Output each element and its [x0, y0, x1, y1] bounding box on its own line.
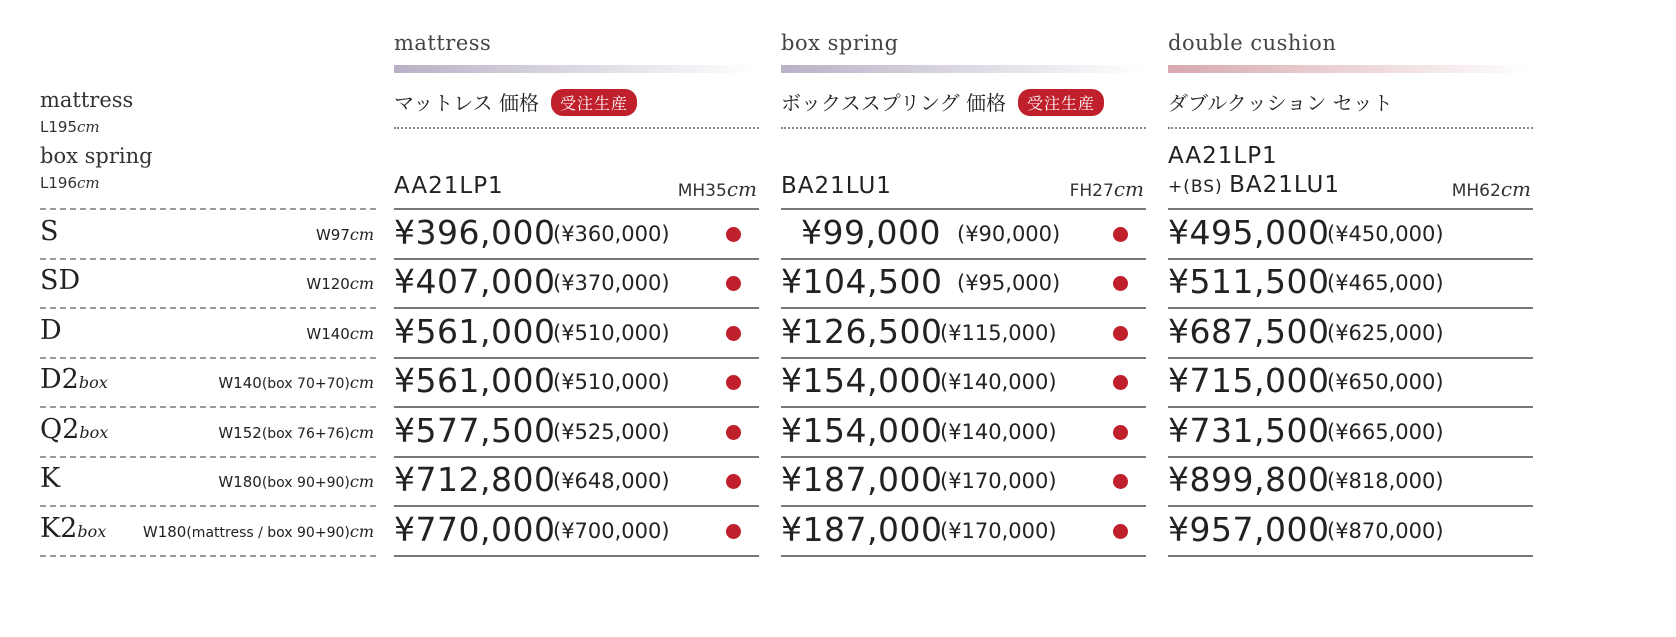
made-to-order-dot	[1113, 425, 1128, 440]
width-unit: cm	[349, 472, 374, 492]
price-tax-excl: (¥370,000)	[553, 271, 670, 296]
size-divider-dashed	[40, 357, 376, 359]
height-spec	[394, 177, 757, 201]
column-heading-bar	[1168, 65, 1533, 73]
size-width	[218, 423, 374, 442]
width-value: W180	[142, 522, 187, 541]
width-unit: cm	[349, 323, 374, 343]
made-to-order-badge: 受注生産	[1018, 89, 1104, 116]
row-separator	[1168, 406, 1533, 408]
made-to-order-dot	[726, 276, 741, 291]
column-heading-bar	[781, 65, 1146, 73]
size-label	[40, 364, 108, 395]
model-number-text: BA21LU1	[1229, 172, 1340, 198]
row-separator	[1168, 208, 1533, 210]
left-box-spring-length	[40, 174, 100, 192]
size-label	[40, 414, 108, 445]
row-separator	[394, 456, 759, 458]
made-to-order-dot	[1113, 326, 1128, 341]
price-tax-excl: (¥625,000)	[1327, 320, 1444, 345]
height-spec-unit: cm	[726, 177, 757, 201]
row-separator	[394, 307, 759, 309]
column-subtitle	[394, 87, 637, 118]
size-suffix: box	[78, 373, 108, 393]
size-code: D	[40, 314, 62, 346]
width-value: W140	[306, 324, 350, 343]
width-unit: cm	[349, 422, 374, 442]
width-note: (box 90+90)	[261, 475, 350, 492]
price-tax-incl: ¥99,000	[801, 212, 941, 252]
row-separator	[781, 406, 1146, 408]
size-width	[306, 324, 374, 343]
size-divider-dashed	[40, 505, 376, 507]
price-tax-excl: (¥360,000)	[553, 221, 670, 246]
size-code: D2	[40, 364, 79, 396]
made-to-order-dot	[1113, 227, 1128, 242]
size-divider-dashed	[40, 258, 376, 260]
column-divider-dotted	[1168, 127, 1533, 129]
price-tax-excl: (¥95,000)	[957, 271, 1061, 296]
made-to-order-badge: 受注生産	[551, 89, 637, 116]
width-note: (box 70+70)	[261, 376, 350, 393]
size-width	[316, 225, 374, 244]
made-to-order-dot	[726, 524, 741, 539]
height-spec-value: FH27	[1069, 181, 1114, 201]
price-tax-incl: ¥495,000	[1168, 212, 1330, 252]
column-heading: mattress	[394, 31, 492, 55]
row-separator	[1168, 555, 1533, 557]
made-to-order-dot	[1113, 524, 1128, 539]
width-value: W180	[218, 473, 262, 492]
price-tax-excl: (¥650,000)	[1327, 370, 1444, 395]
price-tax-incl: ¥577,500	[394, 410, 556, 450]
width-note: (box 76+76)	[261, 425, 350, 442]
row-separator	[781, 505, 1146, 507]
size-label	[40, 265, 80, 296]
column-divider-dotted	[394, 127, 759, 129]
price-tax-excl: (¥665,000)	[1327, 419, 1444, 444]
size-width	[306, 274, 374, 293]
row-separator	[1168, 357, 1533, 359]
size-code: K2	[40, 512, 78, 544]
width-value: W97	[315, 225, 350, 244]
price-tax-incl: ¥899,800	[1168, 460, 1330, 500]
price-tax-incl: ¥957,000	[1168, 509, 1330, 549]
price-tax-incl: ¥715,000	[1168, 361, 1330, 401]
size-divider-dashed	[40, 456, 376, 458]
size-divider-dashed	[40, 208, 376, 210]
made-to-order-dot	[726, 326, 741, 341]
width-unit: cm	[349, 274, 374, 294]
row-separator	[1168, 307, 1533, 309]
price-tax-incl: ¥104,500	[781, 262, 943, 302]
height-spec-unit: cm	[1500, 177, 1531, 201]
width-unit: cm	[349, 224, 374, 244]
row-separator	[781, 555, 1146, 557]
column-heading: box spring	[781, 31, 899, 55]
price-tax-excl: (¥818,000)	[1327, 469, 1444, 494]
column-divider-dotted	[781, 127, 1146, 129]
row-separator	[781, 456, 1146, 458]
price-tax-incl: ¥126,500	[781, 311, 943, 351]
price-tax-incl: ¥187,000	[781, 460, 943, 500]
size-width	[143, 522, 374, 541]
model-prefix: +(BS)	[1168, 177, 1230, 197]
price-tax-incl: ¥561,000	[394, 361, 556, 401]
made-to-order-dot	[726, 474, 741, 489]
price-tax-excl: (¥170,000)	[940, 518, 1057, 543]
column-subtitle	[781, 87, 1104, 118]
model-number: BA21LU1	[781, 173, 892, 199]
column-subtitle-text: ボックススプリング 価格	[781, 91, 1006, 115]
size-width	[218, 373, 374, 392]
row-separator	[781, 258, 1146, 260]
price-tax-incl: ¥731,500	[1168, 410, 1330, 450]
size-suffix: box	[77, 521, 107, 541]
size-label	[40, 315, 62, 346]
size-label	[40, 513, 106, 544]
width-value: W152	[218, 423, 262, 442]
row-separator	[394, 505, 759, 507]
row-separator	[781, 208, 1146, 210]
price-tax-incl: ¥770,000	[394, 509, 556, 549]
price-tax-excl: (¥700,000)	[553, 518, 670, 543]
made-to-order-dot	[1113, 474, 1128, 489]
price-tax-excl: (¥140,000)	[940, 419, 1057, 444]
price-tax-incl: ¥712,800	[394, 460, 556, 500]
size-code: SD	[40, 265, 81, 297]
column-heading: double cushion	[1168, 31, 1337, 55]
width-value: W120	[306, 275, 350, 294]
price-tax-incl: ¥511,500	[1168, 262, 1330, 302]
column-subtitle	[1168, 87, 1393, 116]
row-separator	[781, 357, 1146, 359]
size-code: S	[40, 215, 59, 247]
row-separator	[394, 258, 759, 260]
row-separator	[1168, 505, 1533, 507]
price-tax-excl: (¥465,000)	[1327, 271, 1444, 296]
price-tax-incl: ¥687,500	[1168, 311, 1330, 351]
height-spec-value: MH62	[1451, 181, 1501, 201]
price-tax-excl: (¥450,000)	[1327, 221, 1444, 246]
height-spec-value: MH35	[677, 181, 727, 201]
price-tax-incl: ¥561,000	[394, 311, 556, 351]
price-tax-excl: (¥140,000)	[940, 370, 1057, 395]
size-label	[40, 216, 59, 247]
size-label	[40, 463, 60, 494]
price-tax-excl: (¥525,000)	[553, 419, 670, 444]
price-tax-excl: (¥90,000)	[957, 221, 1061, 246]
price-tax-incl: ¥396,000	[394, 212, 556, 252]
size-code: Q2	[40, 413, 80, 445]
column-heading-bar	[394, 65, 759, 73]
price-tax-excl: (¥510,000)	[553, 370, 670, 395]
row-separator	[781, 307, 1146, 309]
left-mattress-length-unit: cm	[77, 118, 100, 136]
price-tax-excl: (¥170,000)	[940, 469, 1057, 494]
row-separator	[1168, 258, 1533, 260]
size-suffix: box	[79, 422, 109, 442]
row-separator	[394, 555, 759, 557]
left-box-spring-label: box spring	[40, 144, 153, 168]
price-tax-incl: ¥154,000	[781, 361, 943, 401]
made-to-order-dot	[726, 375, 741, 390]
price-tax-excl: (¥510,000)	[553, 320, 670, 345]
width-unit: cm	[349, 521, 374, 541]
size-divider-dashed	[40, 406, 376, 408]
made-to-order-dot	[726, 425, 741, 440]
price-tax-incl: ¥407,000	[394, 262, 556, 302]
row-separator	[1168, 456, 1533, 458]
made-to-order-dot	[1113, 276, 1128, 291]
model-number: AA21LP1	[1168, 143, 1278, 169]
column-subtitle-text: マットレス 価格	[394, 91, 539, 115]
height-spec-unit: cm	[1113, 177, 1144, 201]
height-spec	[781, 177, 1144, 201]
height-spec	[1168, 177, 1531, 201]
left-mattress-label: mattress	[40, 88, 134, 112]
price-tax-incl: ¥154,000	[781, 410, 943, 450]
model-number: AA21LP1	[394, 173, 504, 199]
column-subtitle-text: ダブルクッション セット	[1168, 91, 1393, 115]
size-code: K	[40, 463, 61, 495]
price-tax-incl: ¥187,000	[781, 509, 943, 549]
left-mattress-length	[40, 118, 100, 136]
price-tax-excl: (¥870,000)	[1327, 518, 1444, 543]
width-note: (mattress / box 90+90)	[186, 524, 350, 541]
price-tax-excl: (¥115,000)	[940, 320, 1057, 345]
size-divider-dashed	[40, 555, 376, 557]
left-box-spring-length-value: L196	[40, 174, 77, 192]
left-box-spring-length-unit: cm	[77, 174, 100, 192]
row-separator	[394, 406, 759, 408]
size-width	[218, 472, 374, 491]
made-to-order-dot	[726, 227, 741, 242]
width-unit: cm	[349, 373, 374, 393]
price-tax-excl: (¥648,000)	[553, 469, 670, 494]
width-value: W140	[218, 374, 262, 393]
row-separator	[394, 208, 759, 210]
size-divider-dashed	[40, 307, 376, 309]
made-to-order-dot	[1113, 375, 1128, 390]
left-mattress-length-value: L195	[40, 118, 77, 136]
row-separator	[394, 357, 759, 359]
